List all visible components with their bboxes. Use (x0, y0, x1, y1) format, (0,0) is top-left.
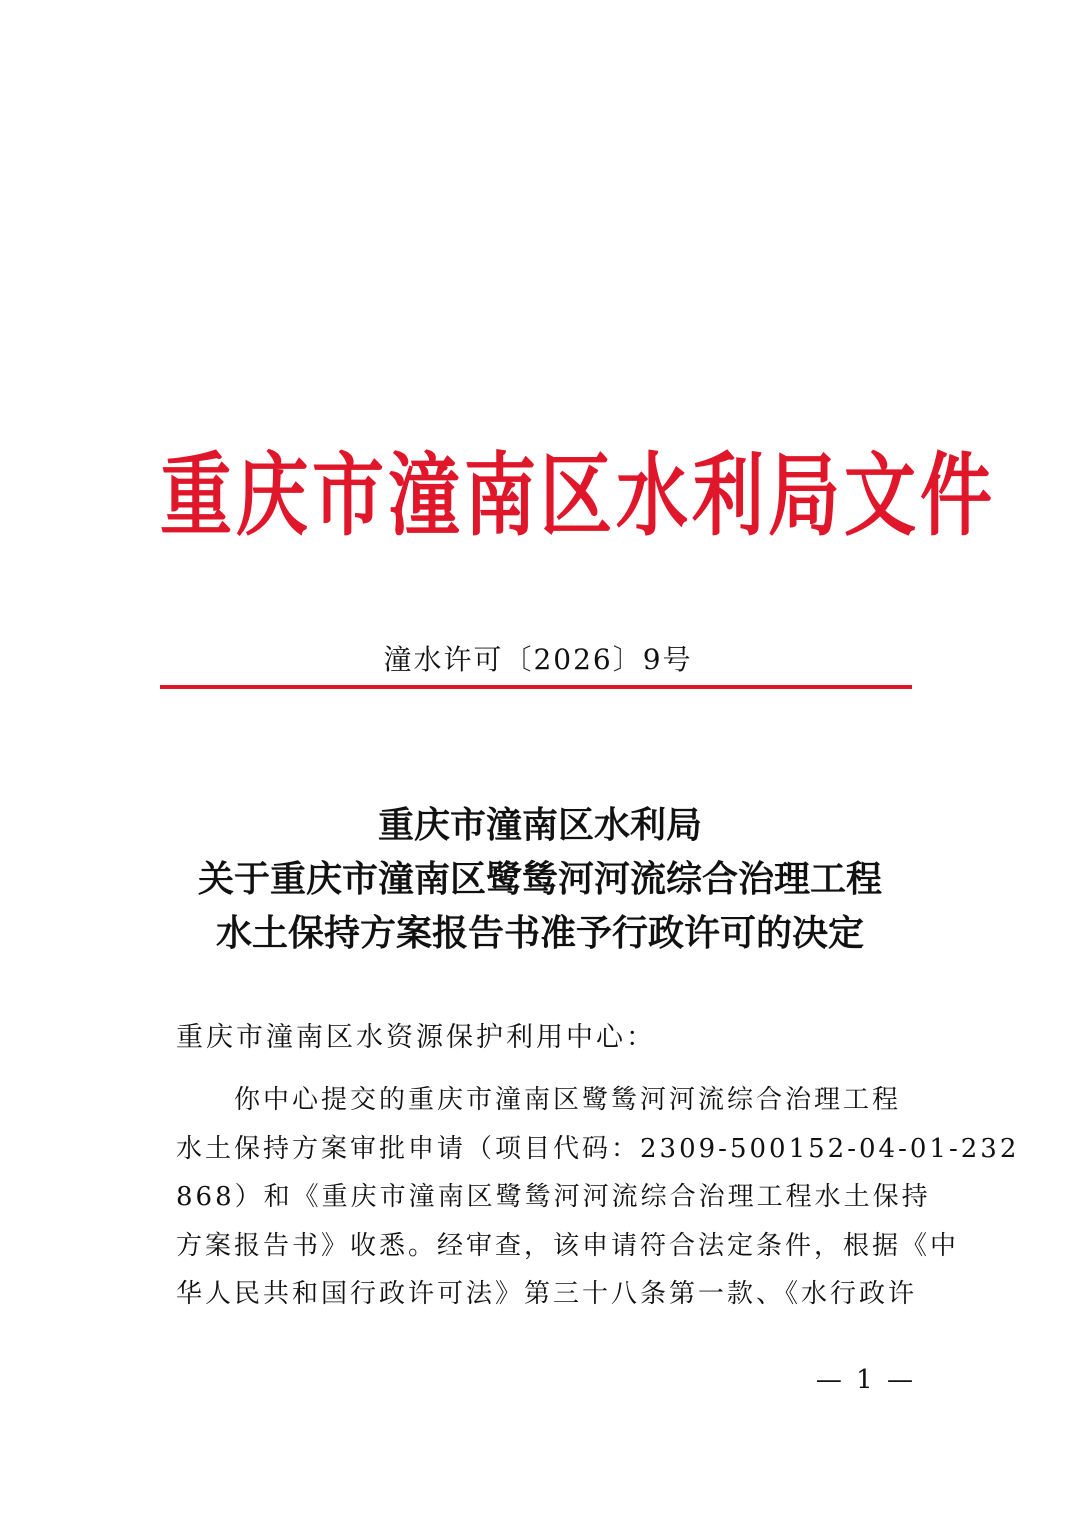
issuing-authority-header: 重庆市潼南区水利局文件 (160, 441, 997, 548)
body-line: 华人民共和国行政许可法》第三十八条第一款、《水行政许 (176, 1279, 918, 1309)
document-title (150, 798, 930, 960)
document-title-line: 关于重庆市潼南区鹭鸶河河流综合治理工程 (197, 858, 882, 900)
document-title-line: 水土保持方案报告书准予行政许可的决定 (215, 912, 864, 954)
body-line: 水土保持方案审批申请（项目代码：2309-500152-04-01-232 (176, 1133, 1020, 1164)
red-divider-line (160, 685, 912, 689)
body-line: 你中心提交的重庆市潼南区鹭鸶河河流综合治理工程 (234, 1085, 902, 1115)
document-title-line: 重庆市潼南区水利局 (377, 804, 702, 846)
document-number: 潼水许可〔2026〕9号 (383, 643, 693, 676)
salutation: 重庆市潼南区水资源保护利用中心： (176, 1022, 656, 1053)
body-paragraph (176, 1076, 1020, 1319)
page-number: — 1 — (815, 1365, 916, 1395)
body-line: 方案报告书》收悉。经审查，该申请符合法定条件，根据《中 (176, 1230, 960, 1261)
body-line: 868）和《重庆市潼南区鹭鸶河河流综合治理工程水土保持 (176, 1182, 931, 1212)
